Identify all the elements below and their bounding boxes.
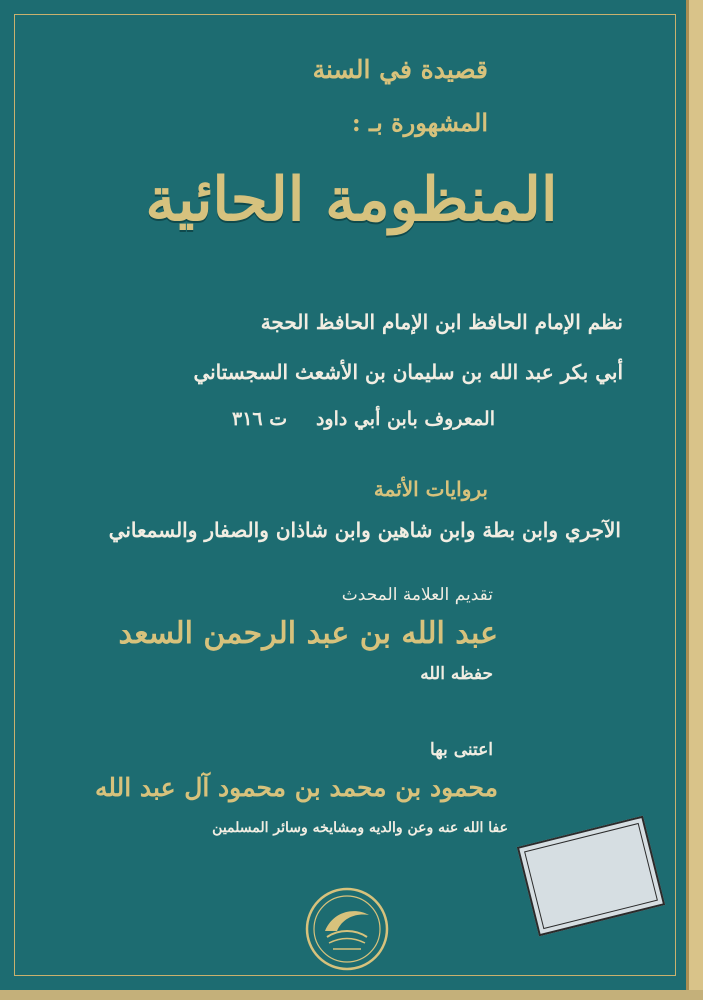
- editor-name: محمود بن محمد بن محمود آل عبد الله: [94, 773, 498, 802]
- editor-dua: عفا الله عنه وعن والديه ومشايخه وسائر المسلمين: [212, 820, 508, 836]
- ietana-label: اعتنى بها: [430, 740, 493, 760]
- author-line-3: المعروف بابن أبي داود: [315, 408, 495, 430]
- author-line-2: أبي بكر عبد الله بن سليمان بن الأشعث السجستاني: [193, 360, 623, 384]
- imams-list: الآجري وابن بطة وابن شاهين وابن شاذان والصفار والسمعاني: [108, 518, 621, 542]
- author-line-1: نظم الإمام الحافظ ابن الإمام الحافظ الحجة: [260, 310, 623, 334]
- presenter-name: عبد الله بن عبد الرحمن السعد: [118, 616, 498, 651]
- taqdim-label: تقديم العلامة المحدث: [341, 585, 493, 605]
- page-edge-right: [689, 0, 703, 1000]
- publisher-logo-icon: [303, 885, 391, 973]
- subtitle-known-as: المشهورة بـ :: [351, 108, 488, 137]
- riwayat-label: بروايات الأئمة: [373, 477, 488, 501]
- waqf-stamp-icon: ​ ​ ​ ​: [517, 816, 665, 937]
- author-death-date: ت ٣١٦: [232, 408, 288, 430]
- presenter-dua: حفظه الله: [420, 664, 493, 684]
- book-title: المنظومة الحائية: [145, 165, 558, 235]
- page-edge-bottom: [0, 990, 703, 1000]
- subtitle-qasida: قصيدة في السنة: [312, 55, 488, 84]
